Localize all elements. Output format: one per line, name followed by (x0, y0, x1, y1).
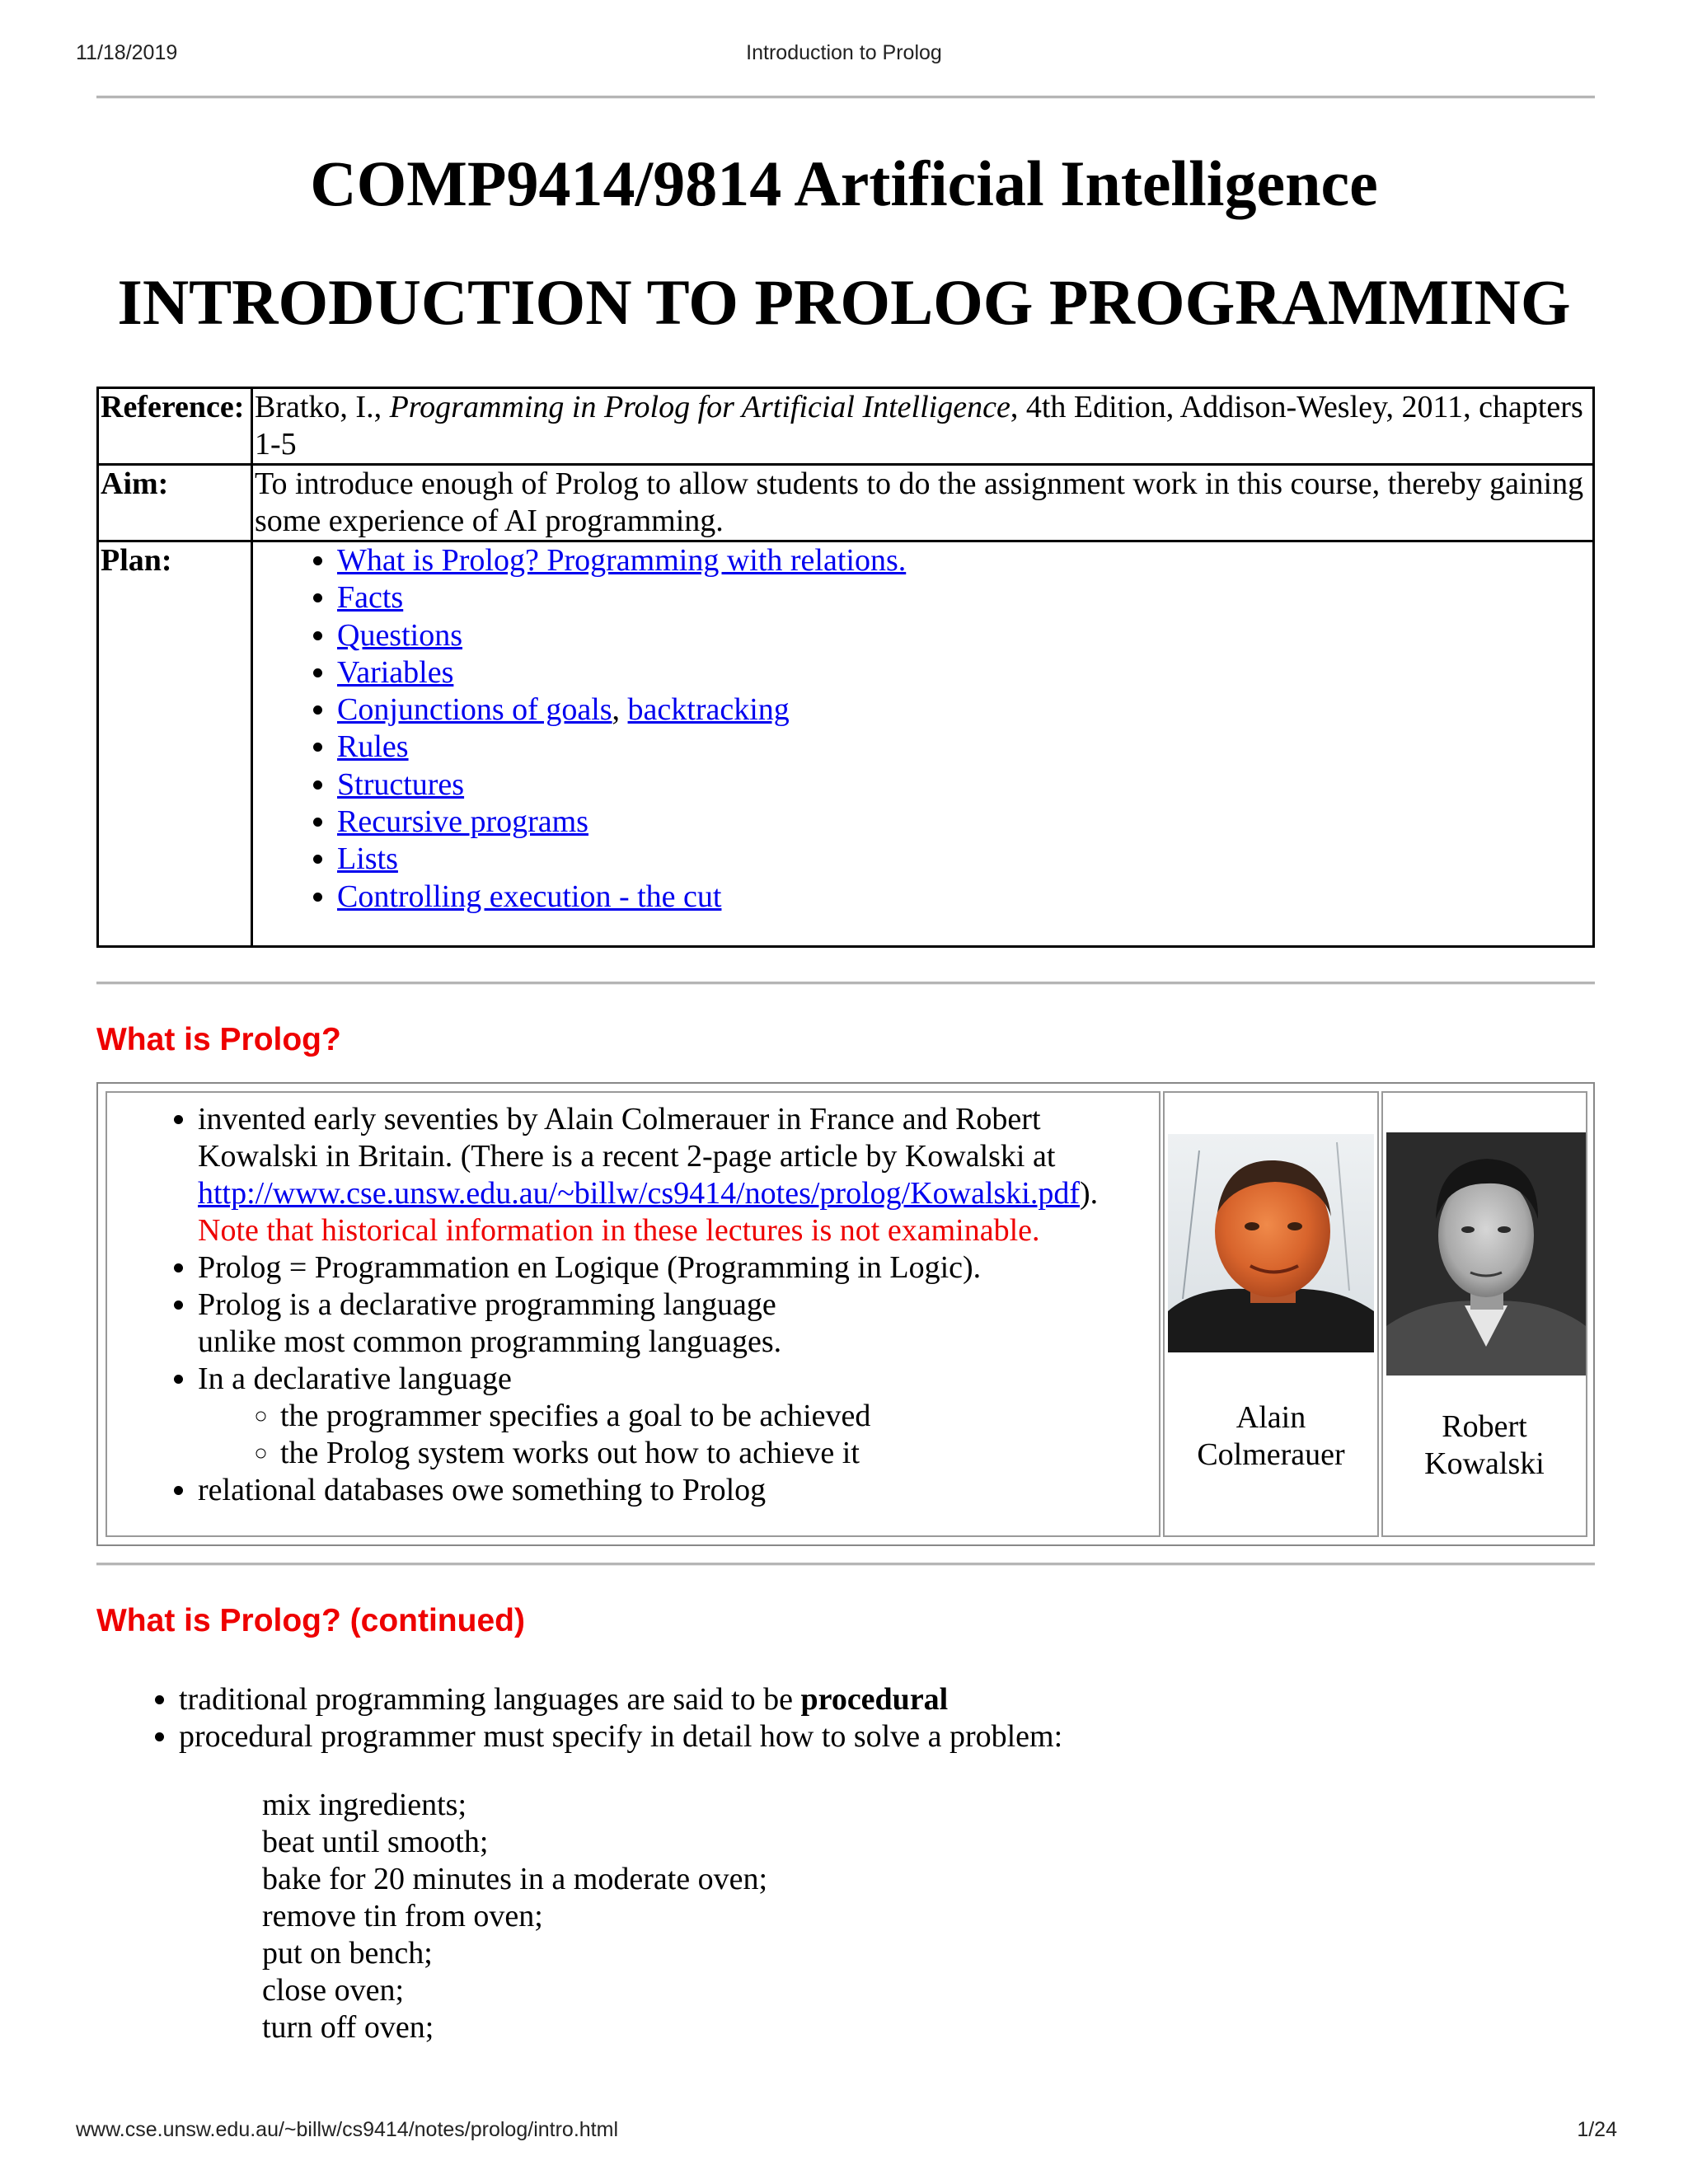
link-backtracking[interactable]: backtracking (627, 692, 790, 728)
history-item: • relational databases owe something to Prolog (198, 1472, 1146, 1509)
plan-item (337, 542, 1591, 579)
recipe-step: beat until smooth; (262, 1825, 489, 1859)
history-item (198, 1286, 1146, 1361)
caption-first-name: Alain (1236, 1400, 1306, 1435)
print-page-title: Introduction to Prolog (746, 41, 942, 64)
procedural-text: traditional programming languages are said to be (179, 1682, 801, 1717)
plan-cell (252, 541, 1594, 947)
recipe-step: bake for 20 minutes in a moderate oven; (262, 1862, 768, 1896)
link-structures[interactable]: Structures (337, 766, 465, 802)
course-info-table (96, 387, 1595, 948)
history-text-end: ). (1080, 1176, 1099, 1211)
plan-item (337, 841, 1591, 878)
link-conjunctions-of-goals[interactable]: Conjunctions of goals (337, 692, 612, 728)
plan-item (337, 804, 1591, 841)
declarative-line2: unlike most common programming languages. (198, 1324, 782, 1359)
divider (96, 96, 1595, 99)
procedural-item (179, 1681, 1062, 1718)
caption-colmerauer (1165, 1399, 1377, 1474)
alain-colmerauer-photo (1168, 1134, 1374, 1352)
history-item (198, 1101, 1146, 1249)
reference-author: Bratko, I., (255, 390, 390, 424)
history-text: invented early seventies by Alain Colmerauer in France and Robert Kowalski in Britain. (There is a recent 2-page article by Kowalski at (198, 1102, 1056, 1174)
sub-item: ◦ the Prolog system works out how to achieve it (280, 1435, 1146, 1472)
declarative-line1: Prolog is a declarative programming language (198, 1287, 776, 1322)
plan-item (337, 654, 1591, 691)
photo-cell-colmerauer (1163, 1091, 1379, 1537)
aim-label: Aim: (98, 465, 252, 541)
caption-kowalski (1383, 1408, 1586, 1483)
reference-row (98, 388, 1594, 465)
procedural-term: procedural (800, 1682, 949, 1717)
plan-item (337, 617, 1591, 654)
link-recursive-programs[interactable]: Recursive programs (337, 804, 588, 840)
photo-cell-kowalski (1381, 1091, 1587, 1537)
reference-details: , 4th Edition, Addison-Wesley, 2011, chapters 1-5 (255, 390, 1583, 462)
plan-item (337, 879, 1591, 916)
not-examinable-note: Note that historical information in these lectures is not examinable. (198, 1213, 1040, 1248)
print-page-number: 1/24 (1577, 2118, 1617, 2141)
section-heading-what-is-prolog-continued: What is Prolog? (continued) (96, 1603, 525, 1638)
robert-kowalski-photo (1386, 1132, 1586, 1376)
plan-item (337, 579, 1591, 616)
caption-last-name: Colmerauer (1197, 1437, 1345, 1472)
plan-item (337, 766, 1591, 804)
link-facts[interactable]: Facts (337, 580, 404, 616)
divider (96, 982, 1595, 985)
plan-item (337, 729, 1591, 766)
declarative-intro: In a declarative language (198, 1361, 512, 1396)
recipe-step: turn off oven; (262, 2010, 434, 2045)
aim-row (98, 465, 1594, 541)
recipe-step: close oven; (262, 1973, 405, 2008)
link-questions[interactable]: Questions (337, 617, 462, 653)
link-rules[interactable]: Rules (337, 729, 409, 765)
caption-last-name: Kowalski (1424, 1446, 1545, 1481)
reference-book-title: Programming in Prolog for Artificial Intelligence (389, 390, 1010, 424)
kowalski-article-link[interactable]: http://www.cse.unsw.edu.au/~billw/cs9414/notes/prolog/Kowalski.pdf (198, 1176, 1081, 1211)
reference-label: Reference: (98, 388, 252, 465)
print-url: www.cse.unsw.edu.au/~billw/cs9414/notes/prolog/intro.html (76, 2118, 618, 2141)
procedural-item: • procedural programmer must specify in detail how to solve a problem: (179, 1718, 1062, 1755)
plan-list (255, 542, 1591, 916)
recipe-step: remove tin from oven; (262, 1899, 543, 1933)
history-list (107, 1101, 1146, 1509)
recipe-step: mix ingredients; (262, 1788, 467, 1822)
link-lists[interactable]: Lists (337, 841, 398, 877)
procedural-list (96, 1681, 1062, 1755)
course-title: COMP9414/9814 Artificial Intelligence (310, 148, 1378, 219)
recipe-step: put on bench; (262, 1936, 433, 1971)
reference-text (252, 388, 1594, 465)
link-controlling-execution[interactable]: Controlling execution - the cut (337, 879, 722, 914)
link-separator: , (612, 692, 628, 728)
section-heading-what-is-prolog: What is Prolog? (96, 1022, 341, 1057)
history-item: • Prolog = Programmation en Logique (Programming in Logic). (198, 1249, 1146, 1286)
history-text-cell (106, 1091, 1160, 1537)
print-date: 11/18/2019 (76, 41, 178, 64)
caption-first-name: Robert (1442, 1409, 1527, 1444)
lecture-title: INTRODUCTION TO PROLOG PROGRAMMING (117, 266, 1571, 338)
prolog-history-table (96, 1082, 1595, 1546)
history-item (198, 1361, 1146, 1472)
plan-label: Plan: (98, 541, 252, 947)
link-variables[interactable]: Variables (337, 654, 454, 690)
aim-text: To introduce enough of Prolog to allow students to do the assignment work in this course, thereby gaining some experience of AI programming. (252, 465, 1594, 541)
plan-row (98, 541, 1594, 947)
sub-item: ◦ the programmer specifies a goal to be achieved (280, 1398, 1146, 1435)
declarative-sublist (198, 1398, 1146, 1472)
divider (96, 1563, 1595, 1566)
link-what-is-prolog[interactable]: What is Prolog? Programming with relations. (337, 543, 907, 578)
recipe-steps (262, 1787, 767, 2046)
plan-item (337, 691, 1591, 729)
